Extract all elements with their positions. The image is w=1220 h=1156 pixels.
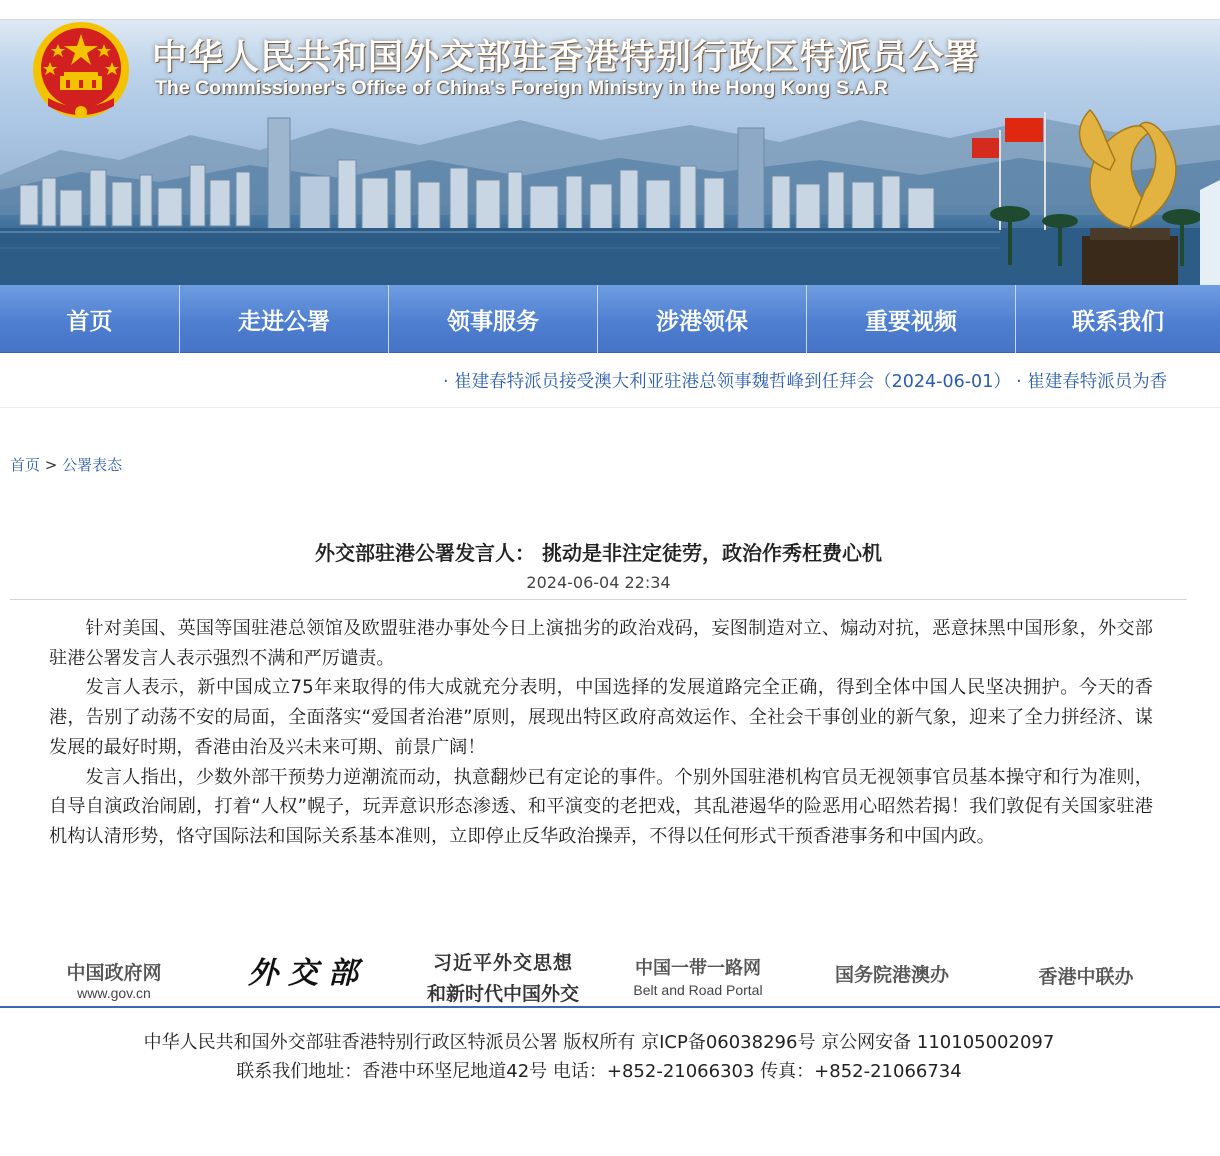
nav-home[interactable]: 首页	[0, 285, 180, 353]
link-mfa[interactable]	[248, 948, 368, 992]
footer-copyright: 中华人民共和国外交部驻香港特别行政区特派员公署 版权所有 京ICP备06038296号 京公网安备 110105002097	[143, 1032, 1055, 1053]
breadcrumb	[10, 454, 122, 475]
link-belt-road-title: 中国一带一路网	[635, 958, 761, 979]
site-footer	[0, 1028, 1198, 1086]
article-paragraph: 发言人表示，新中国成立75年来取得的伟大成就充分表明，中国选择的发展道路完全正确，得到全体中国人民坚决拥护。今天的香港，告别了动荡不安的局面，全面落实“爱国者治港”原则，展现出特区政府高效运作、全社会干事创业的新气象，迎来了全力拼经济、谋发展的最好时期，香港由治及兴未来可期、前景广阔！	[49, 677, 1153, 758]
nav-consular-services[interactable]: 领事服务	[389, 285, 598, 353]
link-hkmao-title: 国务院港澳办	[834, 964, 949, 986]
link-xi-line1: 习近平外交思想	[432, 952, 573, 974]
article-paragraph: 发言人指出，少数外部干预势力逆潮流而动，执意翻炒已有定论的事件。个别外国驻港机构官员无视领事官员基本操守和行为准则，自导自演政治闹剧，打着“人权”幌子，玩弄意识形态渗透、和平演变的老把戏，其乱港遏华的险恶用心昭然若揭！我们敦促有关国家驻港机构认清形势，恪守国际法和国际关系基本准则，立即停止反华政治操弄，不得以任何形式干预香港事务和中国内政。	[49, 766, 1153, 847]
article-divider	[10, 599, 1187, 600]
breadcrumb-separator: >	[40, 456, 63, 474]
link-xi-line2: 和新时代中国外交	[426, 983, 579, 1005]
nav-contact-us[interactable]: 联系我们	[1072, 308, 1164, 335]
article-title: 外交部驻港公署发言人： 挑动是非注定徒劳，政治作秀枉费心机	[315, 541, 882, 565]
link-liaison-office-title: 香港中联办	[1038, 966, 1134, 988]
nav-about-office[interactable]: 走进公署	[180, 285, 389, 353]
ticker-track	[443, 368, 1181, 393]
link-gov-cn-url: www.gov.cn	[77, 985, 151, 1001]
header-banner	[0, 0, 1220, 285]
national-emblem-icon	[30, 20, 132, 120]
link-xi-diplomacy[interactable]	[414, 948, 592, 1006]
article-body	[49, 614, 1153, 852]
footer-divider	[0, 1006, 1220, 1008]
article-date: 2024-06-04 22:34	[526, 573, 671, 592]
link-belt-road-sub: Belt and Road Portal	[633, 982, 763, 998]
link-belt-road[interactable]	[624, 954, 772, 998]
news-ticker	[0, 353, 1220, 408]
ticker-item[interactable]: · 崔建春特派员为香	[1016, 372, 1168, 392]
link-gov-cn-title: 中国政府网	[66, 962, 162, 984]
link-gov-cn[interactable]	[52, 958, 176, 1001]
breadcrumb-home-link[interactable]: 首页	[10, 456, 41, 474]
link-mfa-calligraphy: 外交部	[248, 956, 368, 991]
link-hkmao[interactable]	[820, 960, 964, 987]
footer-contact: 联系我们地址：香港中环坚尼地道42号 电话：+852-21066303 传真：+852-21066734	[236, 1061, 962, 1082]
nav-videos[interactable]: 重要视频	[807, 285, 1016, 353]
site-title-english: The Commissioner's Office of China's Foreign Ministry in the Hong Kong S.A.R	[155, 77, 888, 99]
link-liaison-office[interactable]	[1024, 962, 1148, 989]
partner-links	[0, 940, 1220, 1006]
article-paragraph: 针对美国、英国等国驻港总领馆及欧盟驻港办事处今日上演拙劣的政治戏码，妄图制造对立、煽动对抗，恶意抹黑中国形象，外交部驻港公署发言人表示强烈不满和严厉谴责。	[49, 618, 1153, 669]
breadcrumb-current-link[interactable]: 公署表态	[62, 456, 123, 474]
nav-consular-protection[interactable]: 涉港领保	[598, 285, 807, 353]
main-navigation	[0, 285, 1220, 353]
ticker-item[interactable]: · 崔建春特派员接受澳大利亚驻港总领事魏哲峰到任拜会（2024-06-01）	[443, 372, 1003, 392]
site-title-chinese: 中华人民共和国外交部驻香港特别行政区特派员公署	[152, 38, 981, 78]
